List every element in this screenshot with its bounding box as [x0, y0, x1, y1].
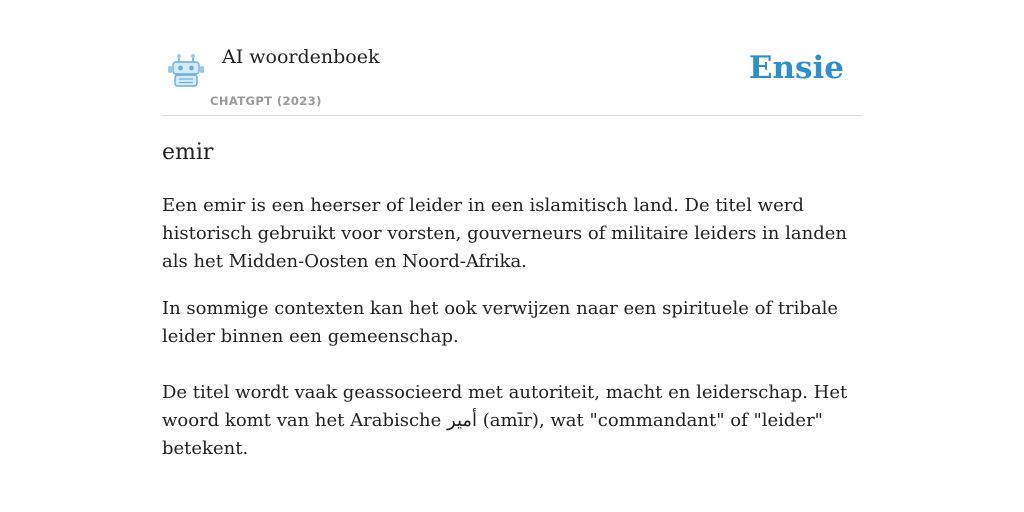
robot-icon — [166, 52, 206, 88]
entry-word: emir — [162, 140, 214, 165]
brand-logo-link[interactable]: Ensie — [748, 50, 844, 86]
definition-paragraph: De titel wordt vaak geassocieerd met autoriteit, macht en leiderschap. Het woord komt van het Arabische أمير (amīr), wat "commandant" of "leider" betekent. — [162, 382, 848, 459]
app-title: AI woordenboek — [222, 46, 380, 68]
header — [162, 0, 862, 116]
definition-paragraph: In sommige contexten kan het ook verwijzen naar een spirituele of tribale leider binnen een gemeenschap. — [162, 298, 839, 347]
definition-paragraph: Een emir is een heerser of leider in een islamitisch land. De titel werd historisch gebruikt voor vorsten, gouverneurs of militaire leiders in landen als het Midden-Oosten en Noord-Afrika. — [162, 195, 847, 272]
source-label: CHATGPT (2023) — [210, 94, 322, 108]
page-container — [162, 0, 862, 459]
